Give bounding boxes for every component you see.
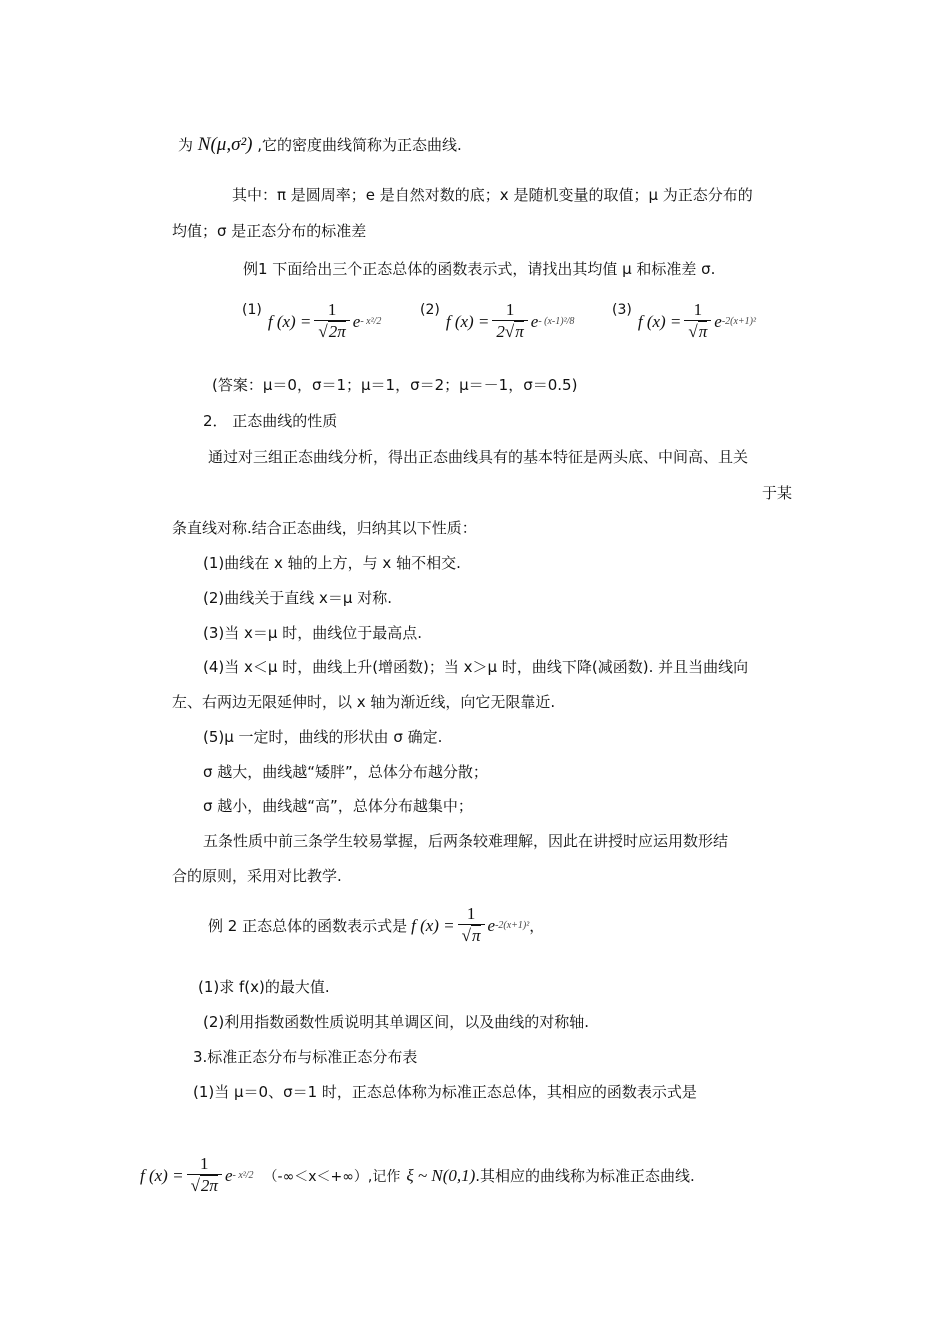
section-2-heading: 2． 正态曲线的性质	[203, 412, 338, 430]
numerator: 1	[200, 1154, 209, 1173]
numerator: 1	[327, 300, 337, 319]
paragraph-line: 于某	[762, 484, 793, 502]
denominator: √2π	[314, 320, 349, 343]
formula-3	[612, 300, 756, 343]
question-1: (1)求 f(x)的最大值.	[198, 978, 330, 996]
paragraph-line: 合的原则，采用对比教学.	[172, 867, 342, 885]
answer-line: (答案：μ＝0，σ＝1；μ＝1，σ＝2；μ＝－1，σ＝0.5)	[212, 376, 578, 394]
text: ,它的密度曲线简称为正态曲线.	[257, 136, 462, 154]
paragraph-line: σ 越小，曲线越“高”，总体分布越集中；	[203, 797, 473, 815]
e-base: e	[352, 311, 361, 331]
exponent: -2(x+1)²	[495, 920, 530, 931]
radicand: 2π	[328, 322, 346, 341]
e-base: e	[714, 311, 722, 331]
numerator: 1	[505, 300, 515, 319]
property-1: (1)曲线在 x 轴的上方，与 x 轴不相交.	[203, 554, 461, 572]
e-base: e	[530, 311, 539, 331]
paragraph-line: 左、右两边无限延伸时，以 x 轴为渐近线，向它无限靠近.	[172, 693, 556, 711]
example-2-line	[208, 904, 544, 947]
denominator: √π	[684, 320, 711, 343]
exponent: - x²/2	[232, 1170, 254, 1181]
standard-normal-line	[140, 1154, 695, 1197]
denominator: 2√π	[492, 320, 527, 343]
paragraph-line: 通过对三组正态曲线分析，得出正态曲线具有的基本特征是两头底、中间高、且关	[208, 448, 749, 466]
normal-distribution-notation: N(μ,σ²)	[197, 134, 253, 155]
radicand: π	[698, 322, 708, 341]
formula-label: (2)	[420, 302, 440, 318]
paragraph-line: 条直线对称.结合正态曲线，归纳其以下性质：	[172, 519, 477, 537]
formula-1	[242, 300, 381, 343]
f-x: f (x) =	[637, 311, 682, 331]
exponent: -2(x+1)²	[721, 316, 757, 327]
radicand: π	[472, 926, 481, 945]
exponent: - (x-1)²/8	[538, 316, 575, 327]
e-base: e	[224, 1165, 233, 1185]
fraction	[684, 300, 711, 343]
formula-label: (1)	[242, 302, 262, 318]
fraction	[187, 1154, 222, 1197]
property-3: (3)当 x＝μ 时，曲线位于最高点.	[203, 624, 422, 642]
fraction	[492, 300, 527, 343]
text: ，	[529, 917, 545, 935]
numerator: 1	[693, 300, 703, 319]
paragraph-line: 其中：π 是圆周率；e 是自然对数的底；x 是随机变量的取值；μ 为正态分布的	[232, 186, 753, 204]
numerator: 1	[466, 904, 476, 923]
text: .其相应的曲线称为标准正态曲线.	[475, 1167, 695, 1185]
paragraph-line: σ 越大，曲线越“矮胖”，总体分布越分散；	[203, 763, 488, 781]
radicand: 2π	[200, 1176, 218, 1195]
paragraph-line: 五条性质中前三条学生较易掌握，后两条较难理解，因此在讲授时应运用数形结	[203, 832, 729, 850]
formula-label: (3)	[612, 302, 632, 318]
standard-normal-notation: ξ ~ N(0,1)	[406, 1165, 476, 1185]
f-x: f (x) =	[445, 311, 490, 331]
property-4: (4)当 x＜μ 时，曲线上升(增函数)；当 x＞μ 时，曲线下降(减函数). 并且当曲线向	[203, 658, 749, 676]
question-2: (2)利用指数函数性质说明其单调区间，以及曲线的对称轴.	[203, 1013, 590, 1031]
denominator: √π	[458, 924, 485, 947]
fraction	[314, 300, 349, 343]
text: 为	[178, 136, 194, 154]
line-normal-notation	[178, 134, 462, 156]
exponent: - x²/2	[360, 316, 382, 327]
section-3-heading: 3.标准正态分布与标准正态分布表	[193, 1048, 418, 1066]
f-x: f (x) =	[267, 311, 312, 331]
coefficient: 2	[496, 322, 505, 341]
paragraph-line: (1)当 μ＝0、σ＝1 时，正态总体称为标准正态总体，其相应的函数表示式是	[193, 1083, 697, 1101]
text: （-∞＜x＜+∞）,记作	[263, 1168, 401, 1185]
f-x: f (x) =	[411, 915, 455, 935]
property-5: (5)μ 一定时，曲线的形状由 σ 确定.	[203, 728, 443, 746]
property-2: (2)曲线关于直线 x＝μ 对称.	[203, 589, 392, 607]
fraction	[458, 904, 485, 947]
f-x: f (x) =	[140, 1165, 184, 1185]
example-1-heading: 例1 下面给出三个正态总体的函数表示式，请找出其均值 μ 和标准差 σ.	[243, 260, 716, 278]
paragraph-line: 均值；σ 是正态分布的标准差	[172, 222, 367, 240]
e-base: e	[487, 915, 496, 935]
radicand: π	[515, 322, 524, 341]
denominator: √2π	[187, 1174, 222, 1197]
text: 例 2 正态总体的函数表示式是	[208, 917, 408, 935]
formula-2	[420, 300, 574, 343]
